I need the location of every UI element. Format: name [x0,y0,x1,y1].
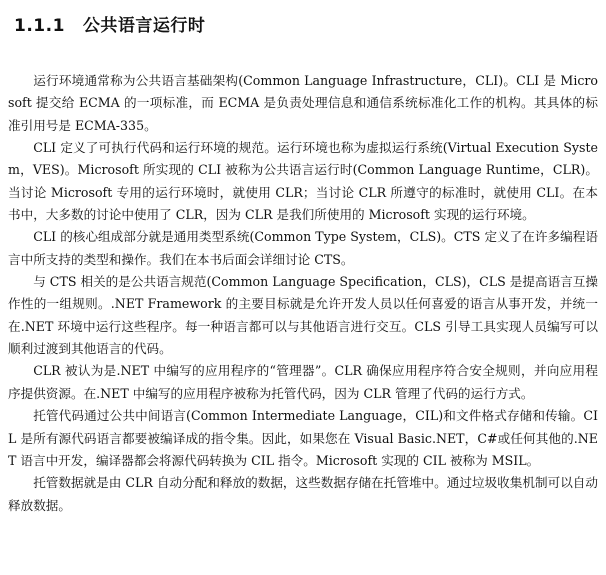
paragraph: 运行环境通常称为公共语言基础架构(Common Language Infrastructure，CLI)。CLI 是 Microsoft 提交给 ECMA 的一项标准，而 ECMA 是负责处理信息和通信系统标准化工作的机构。其具体的标准引用号是 ECMA-335。 [8,73,598,133]
paragraph: 托管代码通过公共中间语言(Common Intermediate Language，CIL)和文件格式存储和传输。CIL 是所有源代码语言都要被编译成的指令集。因此，如果您在 Visual Basic.NET，C#或任何其他的.NET 语言中开发，编译器都会将源代码转换为 CIL 指令。Microsoft 实现的 CIL 被称为 MSIL。 [8,408,598,468]
section-number: 1.1.1 [14,16,65,36]
section-title: 公共语言运行时 [82,16,206,36]
section-heading [14,14,205,38]
paragraph: 与 CTS 相关的是公共语言规范(Common Language Specification，CLS)，CLS 是提高语言互操作性的一组规则。.NET Framework 的主要目标就是允许开发人员以任何喜爱的语言从事开发，并统一在.NET 环境中运行这些程序。每一种语言都可以与其他语言进行交互。CLS 引导工具实现人员编写可以顺利过渡到其他语言的代码。 [8,274,598,357]
paragraph: CLI 的核心组成部分就是通用类型系统(Common Type System，CLS)。CTS 定义了在许多编程语言中所支持的类型和操作。我们在本书后面会详细讨论 CTS。 [8,229,598,267]
paragraph: 托管数据就是由 CLR 自动分配和释放的数据，这些数据存储在托管堆中。通过垃圾收集机制可以自动释放数据。 [8,475,598,513]
paragraph: CLI 定义了可执行代码和运行环境的规范。运行环境也称为虚拟运行系统(Virtual Execution System，VES)。Microsoft 所实现的 CLI 被称为公共语言运行时(Common Language Runtime，CLR)。当讨论 Microsoft 专用的运行环境时，就使用 CLR；当讨论 CLR 所遵守的标准时，就使用 CLI。在本书中，大多数的讨论中使用了 CLR，因为 CLR 是我们所使用的 Microsoft 实现的运行环境。 [8,140,598,223]
body-text [8,70,598,517]
paragraph: CLR 被认为是.NET 中编写的应用程序的“管理器”。CLR 确保应用程序符合安全规则，并向应用程序提供资源。在.NET 中编写的应用程序被称为托管代码，因为 CLR 管理了代码的运行方式。 [8,363,598,401]
